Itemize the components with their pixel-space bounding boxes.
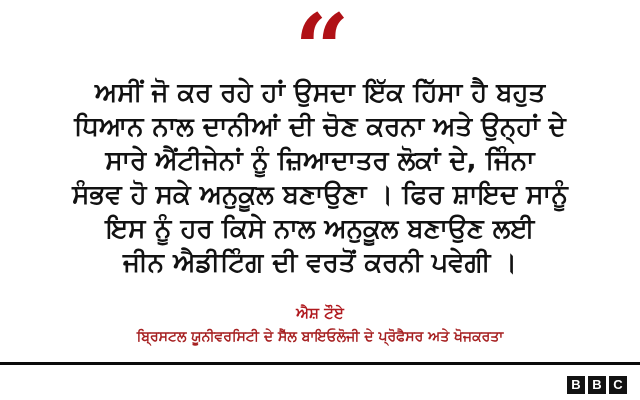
bbc-logo-block: C xyxy=(609,376,627,394)
opening-quote-icon: “ xyxy=(294,0,346,106)
quote-line: ਅਸੀਂ ਜੋ ਕਰ ਰਹੇ ਹਾਂ ਉਸਦਾ ਇੱਕ ਹਿੱਸਾ ਹੈ ਬਹੁਤ xyxy=(94,78,546,108)
attribution xyxy=(0,302,640,347)
quote-text xyxy=(0,76,640,280)
bbc-logo xyxy=(567,376,627,394)
bbc-logo-block: B xyxy=(567,376,585,394)
quote-line: ਜੀਨ ਐਡੀਟਿੰਗ ਦੀ ਵਰਤੋਂ ਕਰਨੀ ਪਵੇਗੀ । xyxy=(122,248,517,278)
bbc-logo-block: B xyxy=(588,376,606,394)
quote-line: ਸੰਭਵ ਹੋ ਸਕੇ ਅਨੁਕੂਲ ਬਣਾਉਣਾ । ਫਿਰ ਸ਼ਾਇਦ ਸਾਨੂੰ xyxy=(72,180,568,210)
footer-divider xyxy=(0,362,640,365)
quote-line: ਧਿਆਨ ਨਾਲ ਦਾਨੀਆਂ ਦੀ ਚੋਣ ਕਰਨਾ ਅਤੇ ਉਨ੍ਹਾਂ ਦੇ xyxy=(74,112,566,142)
attribution-name: ਐਸ਼ ਟੌਏ xyxy=(296,304,344,322)
attribution-role: ਬ੍ਰਿਸਟਲ ਯੂਨੀਵਰਸਿਟੀ ਦੇ ਸੈੱਲ ਬਾਇਓਲੋਜੀ ਦੇ ਪ੍ਰੋਫੈਸਰ ਅਤੇ ਖੋਜਕਰਤਾ xyxy=(136,329,504,345)
quote-line: ਇਸ ਨੂੰ ਹਰ ਕਿਸੇ ਨਾਲ ਅਨੁਕੂਲ ਬਣਾਉਣ ਲਈ xyxy=(105,214,535,244)
quote-line: ਸਾਰੇ ਐਂਟੀਜੇਨਾਂ ਨੂੰ ਜ਼ਿਆਦਾਤਰ ਲੋਕਾਂ ਦੇ, ਜਿੰਨਾ xyxy=(105,146,535,176)
